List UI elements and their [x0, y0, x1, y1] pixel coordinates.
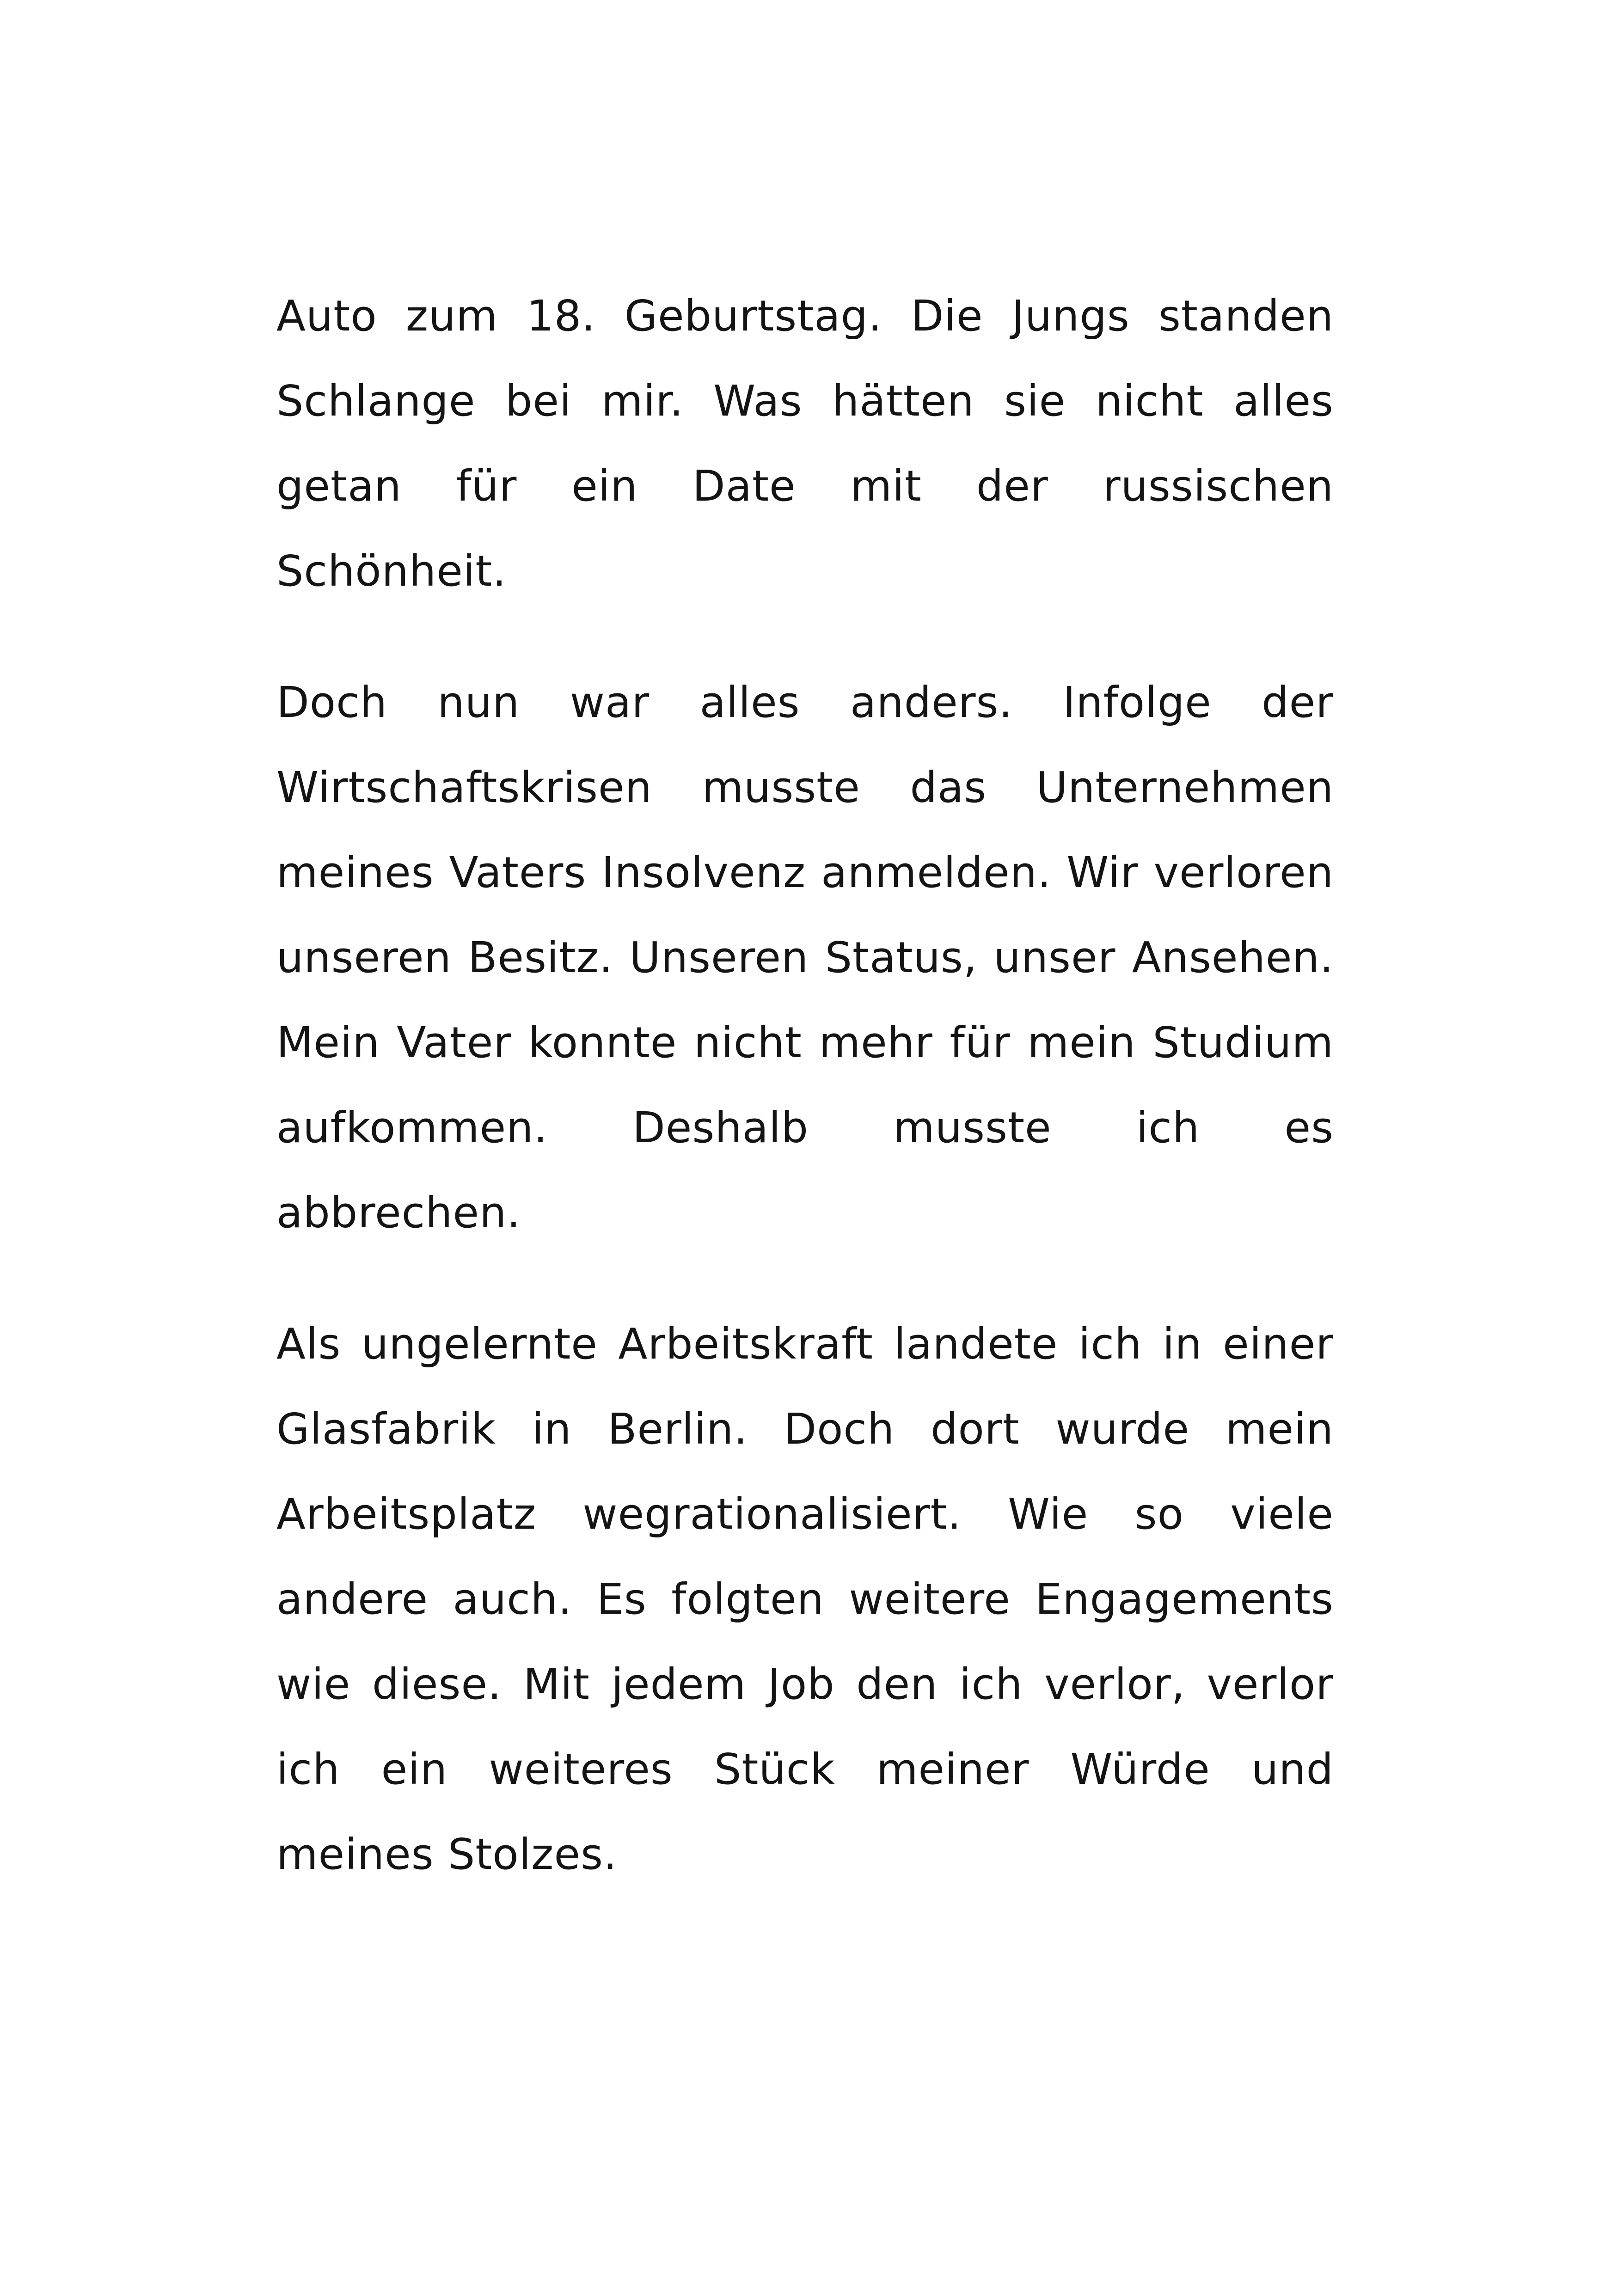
- paragraph-2: [276, 660, 1334, 1255]
- text-line: Doch nun war alles anders. Infolge der: [276, 678, 1334, 727]
- paragraph-3: [276, 1302, 1334, 1897]
- text-line: unseren Besitz. Unseren Status, unser Ansehen.: [276, 933, 1334, 982]
- text-line: wie diese. Mit jedem Job den ich verlor, verlor: [276, 1659, 1334, 1709]
- text-line: Schlange bei mir. Was hätten sie nicht alles: [276, 376, 1334, 426]
- text-line: Arbeitsplatz wegrationalisiert. Wie so viele: [276, 1489, 1334, 1539]
- text-line: Glasfabrik in Berlin. Doch dort wurde mein: [276, 1404, 1334, 1454]
- text-line: Auto zum 18. Geburtstag. Die Jungs standen: [276, 291, 1334, 341]
- text-line: aufkommen. Deshalb musste ich es: [276, 1103, 1334, 1152]
- text-line: andere auch. Es folgten weitere Engagements: [276, 1574, 1334, 1624]
- text-line: Schönheit.: [276, 546, 507, 596]
- text-line: abbrechen.: [276, 1188, 521, 1237]
- text-line: Mein Vater konnte nicht mehr für mein Studium: [276, 1018, 1334, 1067]
- text-line: Als ungelernte Arbeitskraft landete ich in einer: [276, 1319, 1334, 1369]
- text-line: meines Stolzes.: [276, 1830, 618, 1879]
- paragraph-1: [276, 274, 1334, 614]
- text-line: Wirtschaftskrisen musste das Unternehmen: [276, 763, 1334, 812]
- text-line: ich ein weiteres Stück meiner Würde und: [276, 1745, 1334, 1794]
- text-line: meines Vaters Insolvenz anmelden. Wir verloren: [276, 848, 1334, 897]
- body-text: [276, 274, 1334, 1943]
- text-line: getan für ein Date mit der russischen: [276, 461, 1334, 511]
